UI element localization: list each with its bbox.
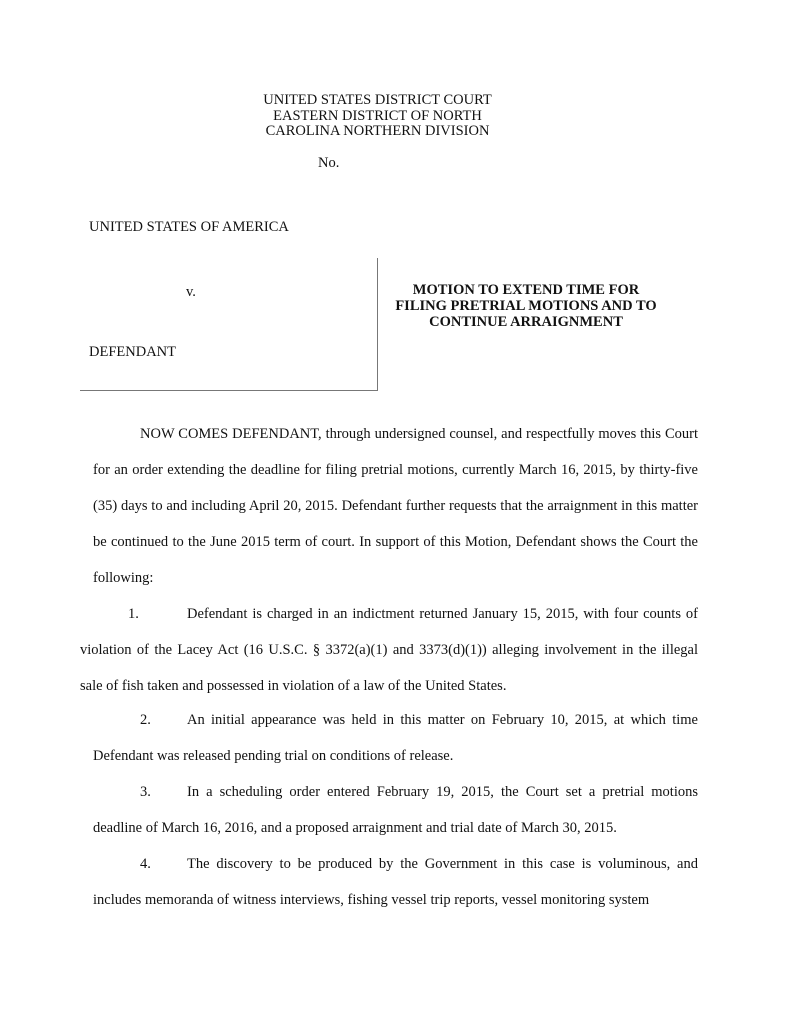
paragraph-number: 1. (128, 606, 139, 622)
caption-divider-horizontal (80, 390, 378, 391)
paragraph-text: An initial appearance was held in this matter on February 10, 2015, at which time Defendant was released pending trial on conditions of release. (93, 712, 698, 764)
paragraph-number: 3. (140, 784, 151, 800)
motion-title-line-2: FILING PRETRIAL MOTIONS AND TO (395, 298, 657, 314)
paragraph-text: In a scheduling order entered February 19, 2015, the Court set a pretrial motions deadline of March 16, 2016, and a proposed arraignment and trial date of March 30, 2015. (93, 784, 698, 836)
paragraph-text: Defendant is charged in an indictment returned January 15, 2015, with four counts of violation of the Lacey Act (16 U.S.C. § 3372(a)(1) and 3373(d)(1)) alleging involvement in the illegal sale of fish taken and possessed in violation of a law of the United States. (80, 606, 698, 694)
defendant-name: DEFENDANT (89, 344, 176, 360)
case-number-label: No. (318, 155, 340, 171)
caption-divider-vertical (377, 258, 378, 391)
numbered-paragraph-4 (93, 846, 698, 918)
court-name-line-3: CAROLINA NORTHERN DIVISION (265, 123, 490, 139)
numbered-paragraph-1 (80, 596, 698, 704)
court-name-line-1: UNITED STATES DISTRICT COURT (263, 92, 492, 108)
intro-paragraph: NOW COMES DEFENDANT, through undersigned counsel, and respectfully moves this Court for an order extending the deadline for filing pretrial motions, currently March 16, 2015, by thirty-five (35) days to and including April 20, 2015. Defendant further requests that the arraignment in this matter be continued to the June 2015 term of court. In support of this Motion, Defendant shows the Court the following: (93, 426, 698, 586)
numbered-paragraph-2 (93, 702, 698, 774)
motion-title (380, 282, 672, 330)
plaintiff-name: UNITED STATES OF AMERICA (89, 219, 289, 235)
court-name-line-2: EASTERN DISTRICT OF NORTH (273, 107, 482, 124)
motion-title-line-3: CONTINUE ARRAIGNMENT (429, 314, 623, 330)
paragraph-number: 2. (140, 712, 151, 728)
paragraph-number: 4. (140, 856, 151, 872)
versus-label: v. (186, 284, 196, 300)
paragraph-text: The discovery to be produced by the Government in this case is voluminous, and includes memoranda of witness interviews, fishing vessel trip reports, vessel monitoring system (93, 856, 698, 908)
motion-title-line-1: MOTION TO EXTEND TIME FOR (412, 282, 640, 298)
court-header (230, 93, 525, 140)
numbered-paragraph-3 (93, 774, 698, 846)
